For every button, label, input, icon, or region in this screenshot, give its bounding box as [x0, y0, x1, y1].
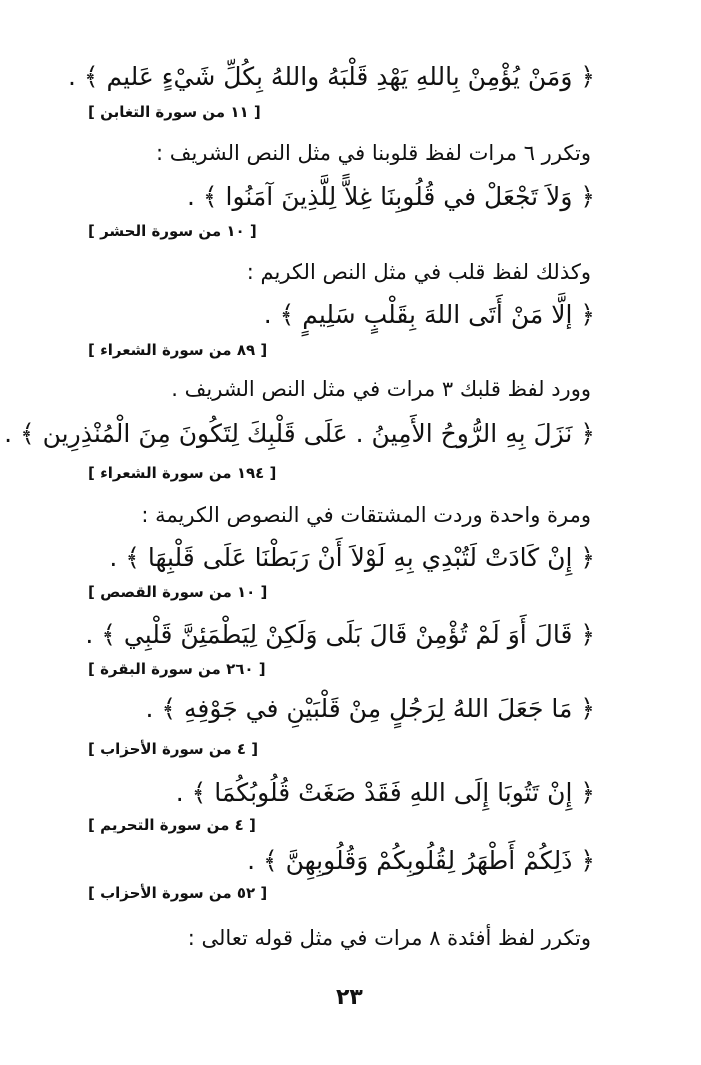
surah-reference: [ ١١ من سورة التغابن ]	[88, 103, 261, 121]
surah-reference: [ ٤ من سورة الأحزاب ]	[88, 740, 259, 758]
prose-line: وكذلك لفظ قلب في مثل النص الكريم :	[246, 260, 591, 284]
verse-line: ﴿ مَا جَعَلَ اللهُ لِرَجُلٍ مِنْ قَلْبَيْنِ في جَوْفِهِ ﴾ .	[145, 694, 595, 723]
surah-reference: [ ١٠ من سورة الحشر ]	[88, 222, 257, 240]
prose-line: وورد لفظ قلبك ٣ مرات في مثل النص الشريف .	[171, 377, 591, 401]
surah-reference: [ ٨٩ من سورة الشعراء ]	[88, 341, 268, 359]
surah-reference: [ ١٠ من سورة القصص ]	[88, 583, 268, 601]
verse-line: ﴿ إلَّا مَنْ أَتَى اللهَ بِقَلْبٍ سَلِيمٍ ﴾ .	[263, 300, 595, 329]
prose-line: ومرة واحدة وردت المشتقات في النصوص الكريمة :	[141, 503, 591, 527]
page-number: ٢٣	[336, 985, 363, 1010]
prose-line: وتكرر ٦ مرات لفظ قلوبنا في مثل النص الشريف :	[155, 141, 591, 165]
verse-line: ﴿ نَزَلَ بِهِ الرُّوحُ الأَمِينُ . عَلَى قَلْبِكَ لِتَكُونَ مِنَ الْمُنْذِرِين ﴾ .	[4, 419, 595, 448]
verse-line: ﴿ وَمَنْ يُؤْمِنْ بِاللهِ يَهْدِ قَلْبَهُ واللهُ بِكُلِّ شَيْءٍ عَليم ﴾ .	[67, 62, 595, 91]
surah-reference: [ ١٩٤ من سورة الشعراء ]	[88, 464, 277, 482]
surah-reference: [ ٢٦٠ من سورة البقرة ]	[88, 660, 266, 678]
verse-line: ﴿ إِنْ تَتُوبَا إِلَى اللهِ فَقَدْ صَغَتْ قُلُوبُكُمَا ﴾ .	[175, 778, 595, 807]
verse-line: ﴿ وَلاَ تَجْعَلْ في قُلُوبِنَا غِلاًّ لِلَّذِينَ آمَنُوا ﴾ .	[187, 182, 595, 211]
surah-reference: [ ٤ من سورة التحريم ]	[88, 816, 256, 834]
prose-line: وتكرر لفظ أفئدة ٨ مرات في مثل قوله تعالى :	[187, 926, 591, 950]
surah-reference: [ ٥٢ من سورة الأحزاب ]	[88, 884, 268, 902]
verse-line: ﴿ إِنْ كَادَتْ لَتُبْدِي بِهِ لَوْلاَ أَنْ رَبَطْنَا عَلَى قَلْبِهَا ﴾ .	[109, 543, 595, 572]
verse-line: ﴿ قَالَ أَوَ لَمْ تُؤْمِنْ قَالَ بَلَى وَلَكِنْ لِيَطْمَئِنَّ قَلْبِي ﴾ .	[85, 620, 595, 649]
verse-line: ﴿ ذَلِكُمْ أَطْهَرُ لِقُلُوبِكُمْ وَقُلُوبِهِنَّ ﴾ .	[247, 846, 595, 875]
